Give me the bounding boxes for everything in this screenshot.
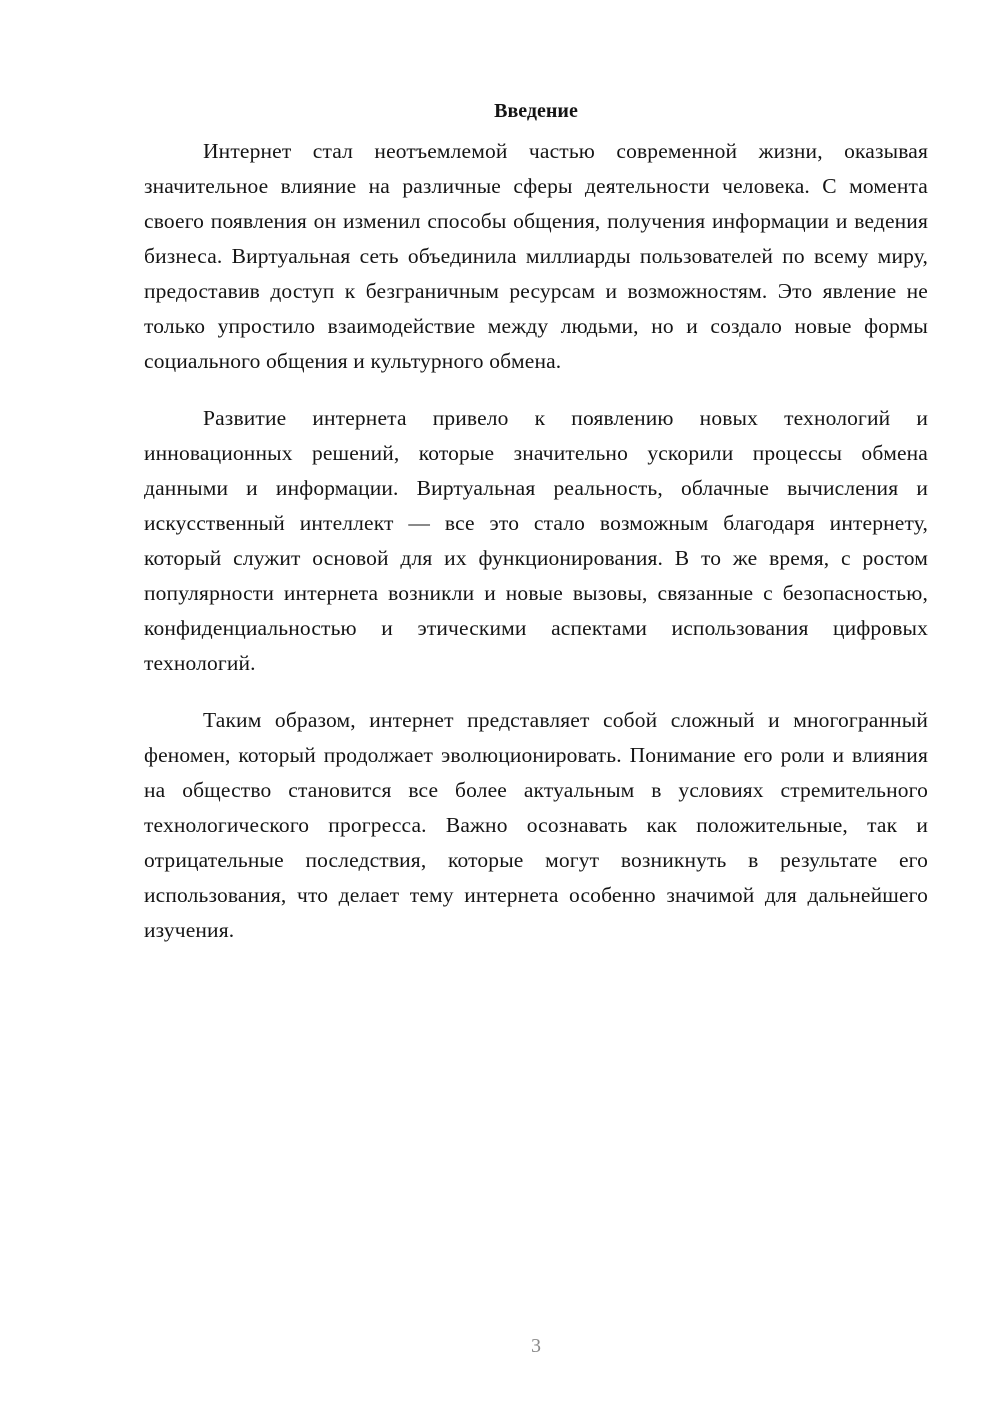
paragraph-2: Развитие интернета привело к появлению новых технологий и инновационных решений, которые значительно ускорили процессы обмена данными и информации. Виртуальная реальность, облачные вычисления и искусственный интеллект — все это стало возможным благодаря интернету, который служит основой для их функционирования. В то же время, с ростом популярности интернета возникли и новые вызовы, связанные с безопасностью, конфиденциальностью и этическими аспектами использования цифровых технологий. [144, 406, 928, 675]
page-number: 3 [531, 1335, 541, 1357]
paragraph-3: Таким образом, интернет представляет собой сложный и многогранный феномен, который продолжает эволюционировать. Понимание его роли и влияния на общество становится все более актуальным в условиях стремительного технологического прогресса. Важно осознавать как положительные, так и отрицательные последствия, которые могут возникнуть в результате его использования, что делает тему интернета особенно значимой для дальнейшего изучения. [144, 708, 928, 942]
section-title: Введение [494, 100, 578, 122]
paragraph-1: Интернет стал неотъемлемой частью современной жизни, оказывая значительное влияние на различные сферы деятельности человека. С момента своего появления он изменил способы общения, получения информации и ведения бизнеса. Виртуальная сеть объединила миллиарды пользователей по всему миру, предоставив доступ к безграничным ресурсам и возможностям. Это явление не только упростило взаимодействие между людьми, но и создало новые формы социального общения и культурного обмена. [144, 139, 928, 373]
page-content [144, 96, 928, 970]
